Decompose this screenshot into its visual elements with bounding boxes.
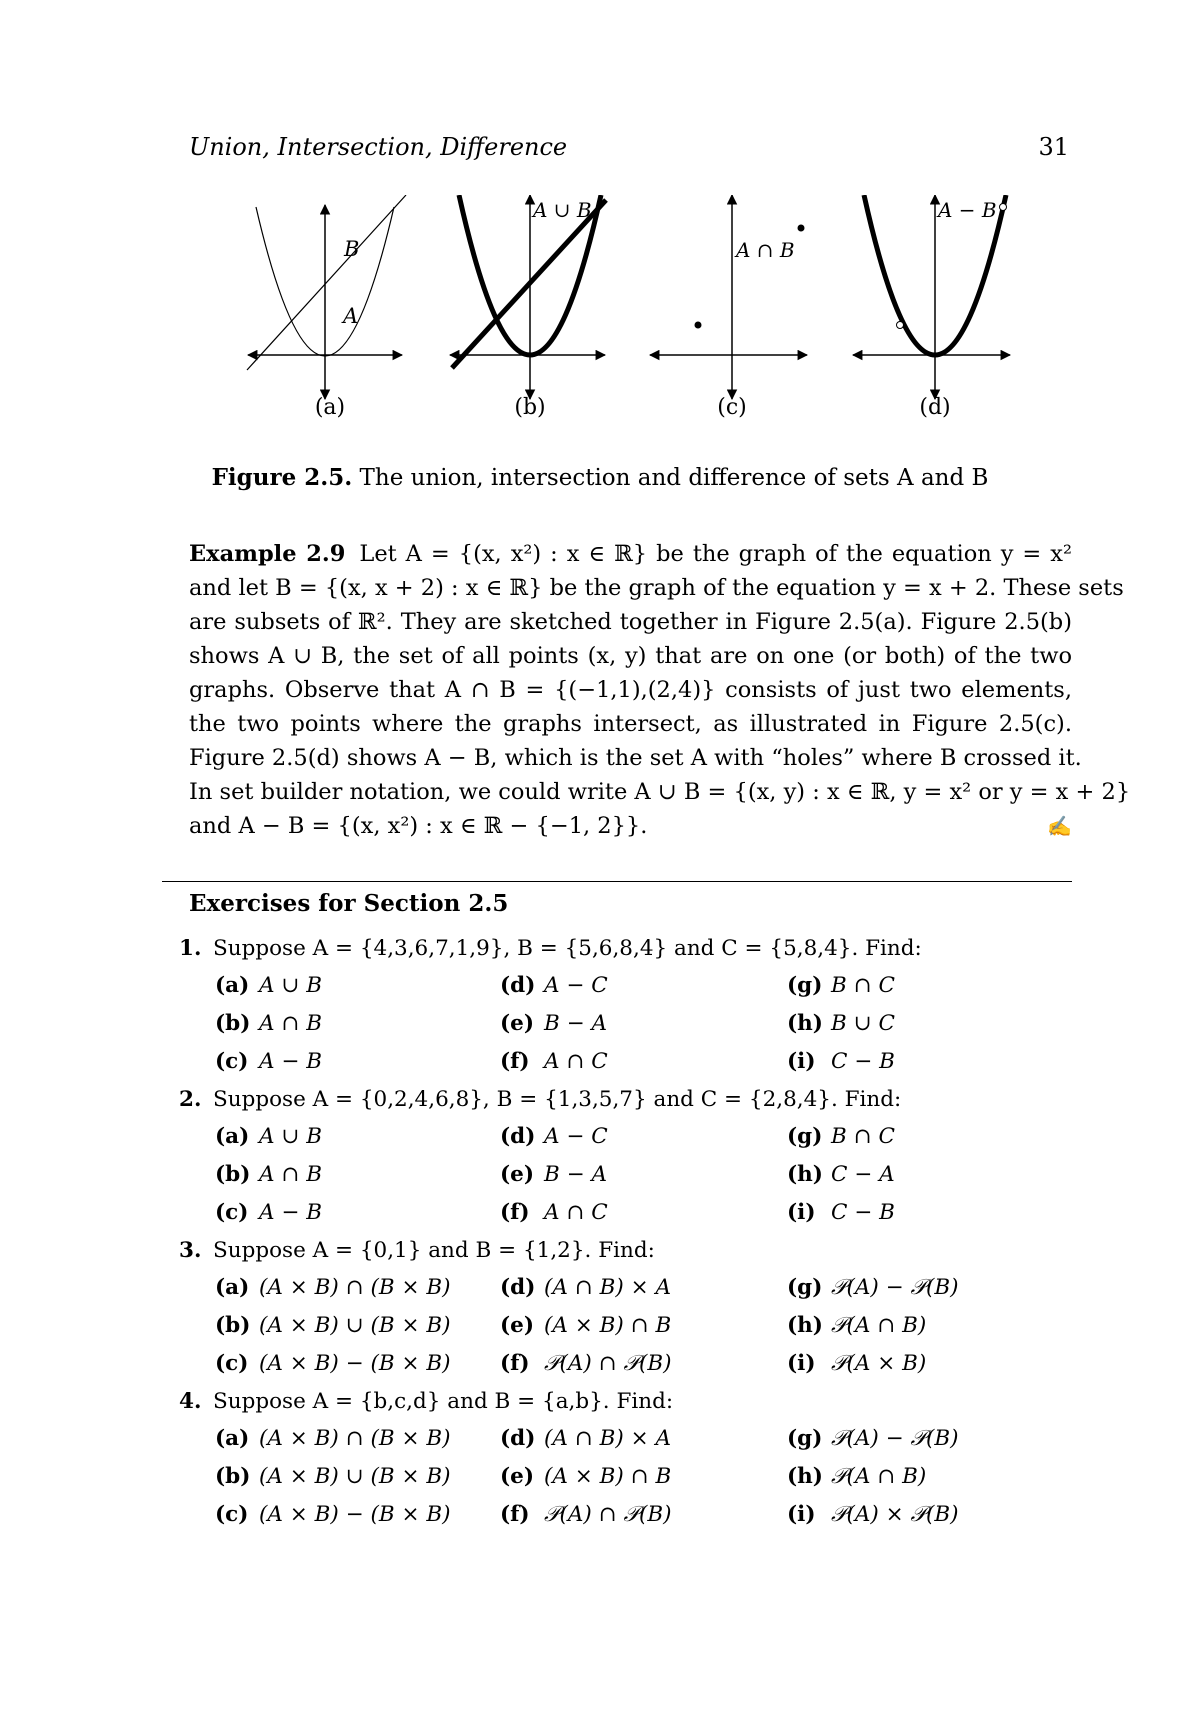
- example-line-7: Figure 2.5(d) shows A − B, which is the set A with “holes” where B crossed it.: [189, 745, 1082, 771]
- problem-statement: [179, 1232, 1079, 1269]
- subproblem-letter: (e): [500, 1313, 535, 1338]
- exercise-problem: [179, 1232, 1079, 1383]
- subproblem-expression: (A × B) ∩ (B × B): [259, 1426, 451, 1451]
- subproblem: [215, 1118, 500, 1156]
- subproblem-expression: C − B: [831, 1049, 895, 1074]
- subproblem-letter: (d): [500, 973, 536, 998]
- panel-label-a: (a): [314, 395, 346, 420]
- subproblem-letter: (g): [787, 973, 823, 998]
- subproblem-expression: A − B: [259, 1049, 323, 1074]
- subproblem-letter: (c): [215, 1049, 249, 1074]
- line-B-thick: [452, 200, 606, 368]
- subproblem: [500, 1307, 787, 1345]
- subproblem-grid: [215, 1118, 1079, 1232]
- panel-d: [853, 195, 1010, 399]
- subproblem: [787, 1269, 1067, 1307]
- problem-statement: [179, 1383, 1079, 1420]
- subproblem-expression: 𝒫(A) − 𝒫(B): [831, 1275, 959, 1300]
- subproblem: [500, 1156, 787, 1194]
- subproblem-expression: 𝒫(A) ∩ 𝒫(B): [544, 1502, 672, 1527]
- subproblem: [787, 1118, 1067, 1156]
- figure-caption: [0, 464, 1200, 491]
- subproblem-letter: (d): [500, 1426, 536, 1451]
- point-neg1-1: [695, 322, 702, 329]
- subproblem-letter: (b): [215, 1162, 251, 1187]
- subproblem-letter: (e): [500, 1464, 535, 1489]
- subproblem-expression: C − A: [831, 1162, 895, 1187]
- subproblem-letter: (f): [500, 1502, 530, 1527]
- subproblem-letter: (a): [215, 1426, 250, 1451]
- subproblem-letter: (g): [787, 1275, 823, 1300]
- caption-label: Figure 2.5.: [211, 464, 353, 491]
- exercise-problem: [179, 1081, 1079, 1232]
- subproblem: [500, 1118, 787, 1156]
- subproblem: [787, 1307, 1067, 1345]
- subproblem-expression: A ∩ B: [259, 1162, 323, 1187]
- panel-b: [450, 195, 606, 399]
- subproblem-expression: (A × B) ∩ (B × B): [259, 1275, 451, 1300]
- panel-label-d: (d): [919, 395, 951, 420]
- subproblem-expression: B − A: [544, 1011, 608, 1036]
- subproblem-letter: (h): [787, 1162, 823, 1187]
- subproblem-letter: (e): [500, 1162, 535, 1187]
- subproblem-expression: (A × B) ∩ B: [544, 1464, 672, 1489]
- subproblem-letter: (h): [787, 1313, 823, 1338]
- subproblem: [787, 1156, 1067, 1194]
- subproblem: [787, 1345, 1067, 1383]
- subproblem-letter: (c): [215, 1502, 249, 1527]
- subproblem-expression: A ∩ B: [259, 1011, 323, 1036]
- subproblem: [215, 1194, 500, 1232]
- label-B: B: [344, 237, 360, 261]
- subproblem-letter: (i): [787, 1502, 816, 1527]
- subproblem: [500, 1005, 787, 1043]
- hole-2: [1000, 204, 1007, 211]
- example-line-9: and A − B = {(x, x²) : x ∈ ℝ − {−1, 2}}. ✍: [189, 809, 1072, 843]
- subproblem-expression: A ∩ C: [544, 1049, 608, 1074]
- problem-statement: [179, 1081, 1079, 1118]
- problem-number: 3.: [179, 1238, 202, 1263]
- problem-number: 4.: [179, 1389, 202, 1414]
- subproblem: [215, 967, 500, 1005]
- subproblem-expression: A ∪ B: [259, 973, 323, 998]
- problem-text: Suppose A = {0,1} and B = {1,2}. Find:: [213, 1238, 655, 1263]
- subproblem-grid: [215, 1269, 1079, 1383]
- example-2-9: [189, 537, 1131, 843]
- example-line-4: shows A ∪ B, the set of all points (x, y) that are on one (or both) of the two: [189, 643, 1072, 669]
- subproblem-expression: C − B: [831, 1200, 895, 1225]
- example-line-5: graphs. Observe that A ∩ B = {(−1,1),(2,4)} consists of just two elements,: [189, 677, 1072, 703]
- subproblem-grid: [215, 1420, 1079, 1534]
- subproblem-expression: 𝒫(A × B): [831, 1351, 927, 1376]
- subproblem-expression: (A × B) ∪ (B × B): [259, 1313, 451, 1338]
- subproblem: [787, 1194, 1067, 1232]
- subproblem: [500, 1496, 787, 1534]
- problem-text: Suppose A = {4,3,6,7,1,9}, B = {5,6,8,4} and C = {5,8,4}. Find:: [213, 936, 922, 961]
- subproblem: [500, 1420, 787, 1458]
- hole-neg1: [897, 322, 904, 329]
- subproblem-expression: A ∪ B: [259, 1124, 323, 1149]
- subproblem-expression: (A × B) − (B × B): [259, 1502, 451, 1527]
- subproblem-letter: (e): [500, 1011, 535, 1036]
- problem-text: Suppose A = {b,c,d} and B = {a,b}. Find:: [213, 1389, 674, 1414]
- subproblem-expression: (A × B) ∪ (B × B): [259, 1464, 451, 1489]
- panel-a: [247, 195, 406, 399]
- figure-2-5: [0, 195, 1200, 435]
- problem-statement: [179, 930, 1079, 967]
- example-line-1: Example 2.9 Let A = {(x, x²) : x ∈ ℝ} be the graph of the equation y = x²: [189, 541, 1072, 567]
- label-union: A ∪ B: [533, 198, 592, 222]
- subproblem: [215, 1269, 500, 1307]
- subproblem-expression: 𝒫(A ∩ B): [831, 1313, 927, 1338]
- subproblem-expression: A − B: [259, 1200, 323, 1225]
- problem-text: Suppose A = {0,2,4,6,8}, B = {1,3,5,7} and C = {2,8,4}. Find:: [213, 1087, 902, 1112]
- exercise-list: [179, 930, 1079, 1534]
- subproblem-expression: (A ∩ B) × A: [544, 1275, 671, 1300]
- subproblem-letter: (f): [500, 1049, 530, 1074]
- subproblem-letter: (b): [215, 1011, 251, 1036]
- problem-number: 1.: [179, 936, 202, 961]
- subproblem-letter: (g): [787, 1426, 823, 1451]
- subproblem-expression: B ∩ C: [831, 973, 895, 998]
- subproblem-expression: B ∪ C: [831, 1011, 895, 1036]
- example-label: Example 2.9: [189, 541, 346, 567]
- subproblem: [215, 1458, 500, 1496]
- subproblem: [215, 1043, 500, 1081]
- subproblem: [500, 1345, 787, 1383]
- subproblem-expression: 𝒫(A) × 𝒫(B): [831, 1502, 959, 1527]
- page-number: 31: [1038, 133, 1069, 161]
- subproblem-letter: (a): [215, 1275, 250, 1300]
- subproblem-expression: A ∩ C: [544, 1200, 608, 1225]
- panel-label-b: (b): [514, 395, 546, 420]
- subproblem-letter: (f): [500, 1351, 530, 1376]
- subproblem: [215, 1307, 500, 1345]
- subproblem: [215, 1005, 500, 1043]
- subproblem-letter: (d): [500, 1275, 536, 1300]
- subproblem-letter: (f): [500, 1200, 530, 1225]
- problem-number: 2.: [179, 1087, 202, 1112]
- subproblem-letter: (i): [787, 1351, 816, 1376]
- subproblem-expression: B − A: [544, 1162, 608, 1187]
- subproblem-letter: (i): [787, 1200, 816, 1225]
- running-title: Union, Intersection, Difference: [189, 133, 568, 161]
- subproblem-letter: (b): [215, 1313, 251, 1338]
- point-2-4: [798, 225, 805, 232]
- subproblem: [787, 1496, 1067, 1534]
- caption-text: The union, intersection and difference of sets A and B: [359, 465, 989, 491]
- subproblem: [787, 1005, 1067, 1043]
- subproblem-expression: (A × B) − (B × B): [259, 1351, 451, 1376]
- subproblem-expression: 𝒫(A) ∩ 𝒫(B): [544, 1351, 672, 1376]
- subproblem: [500, 1194, 787, 1232]
- subproblem-expression: (A × B) ∩ B: [544, 1313, 672, 1338]
- subproblem: [787, 967, 1067, 1005]
- subproblem: [787, 1043, 1067, 1081]
- subproblem: [500, 1269, 787, 1307]
- subproblem-expression: A − C: [544, 1124, 608, 1149]
- label-difference: A − B: [938, 198, 997, 222]
- exercises-title: Exercises for Section 2.5: [189, 890, 509, 917]
- exercise-problem: [179, 930, 1079, 1081]
- subproblem-letter: (i): [787, 1049, 816, 1074]
- subproblem-letter: (a): [215, 973, 250, 998]
- subproblem-letter: (a): [215, 1124, 250, 1149]
- label-A: A: [343, 304, 359, 328]
- subproblem: [787, 1458, 1067, 1496]
- subproblem: [500, 1458, 787, 1496]
- subproblem: [787, 1420, 1067, 1458]
- exercise-problem: [179, 1383, 1079, 1534]
- subproblem-grid: [215, 967, 1079, 1081]
- example-line-2: and let B = {(x, x + 2) : x ∈ ℝ} be the graph of the equation y = x + 2. These sets: [189, 575, 1124, 601]
- line-B: [247, 195, 406, 370]
- end-of-example-icon: ✍: [1047, 814, 1072, 838]
- subproblem-letter: (h): [787, 1464, 823, 1489]
- subproblem-letter: (h): [787, 1011, 823, 1036]
- subproblem: [215, 1156, 500, 1194]
- subproblem-letter: (c): [215, 1200, 249, 1225]
- subproblem-expression: 𝒫(A ∩ B): [831, 1464, 927, 1489]
- example-line-3: are subsets of ℝ². They are sketched together in Figure 2.5(a). Figure 2.5(b): [189, 609, 1072, 635]
- subproblem: [215, 1420, 500, 1458]
- subproblem-letter: (c): [215, 1351, 249, 1376]
- label-intersection: A ∩ B: [736, 238, 795, 262]
- subproblem-letter: (d): [500, 1124, 536, 1149]
- subproblem-letter: (b): [215, 1464, 251, 1489]
- subproblem: [500, 1043, 787, 1081]
- example-line-6: the two points where the graphs intersect, as illustrated in Figure 2.5(c).: [189, 711, 1072, 737]
- panel-label-c: (c): [717, 395, 747, 420]
- subproblem-expression: 𝒫(A) − 𝒫(B): [831, 1426, 959, 1451]
- subproblem-expression: (A ∩ B) × A: [544, 1426, 671, 1451]
- subproblem-expression: A − C: [544, 973, 608, 998]
- panel-c: [650, 195, 807, 399]
- subproblem: [500, 967, 787, 1005]
- subproblem: [215, 1345, 500, 1383]
- subproblem: [215, 1496, 500, 1534]
- section-divider: [162, 881, 1072, 882]
- example-line-8: In set builder notation, we could write A ∪ B = {(x, y) : x ∈ ℝ, y = x² or y = x + 2}: [189, 779, 1131, 805]
- subproblem-expression: B ∩ C: [831, 1124, 895, 1149]
- subproblem-letter: (g): [787, 1124, 823, 1149]
